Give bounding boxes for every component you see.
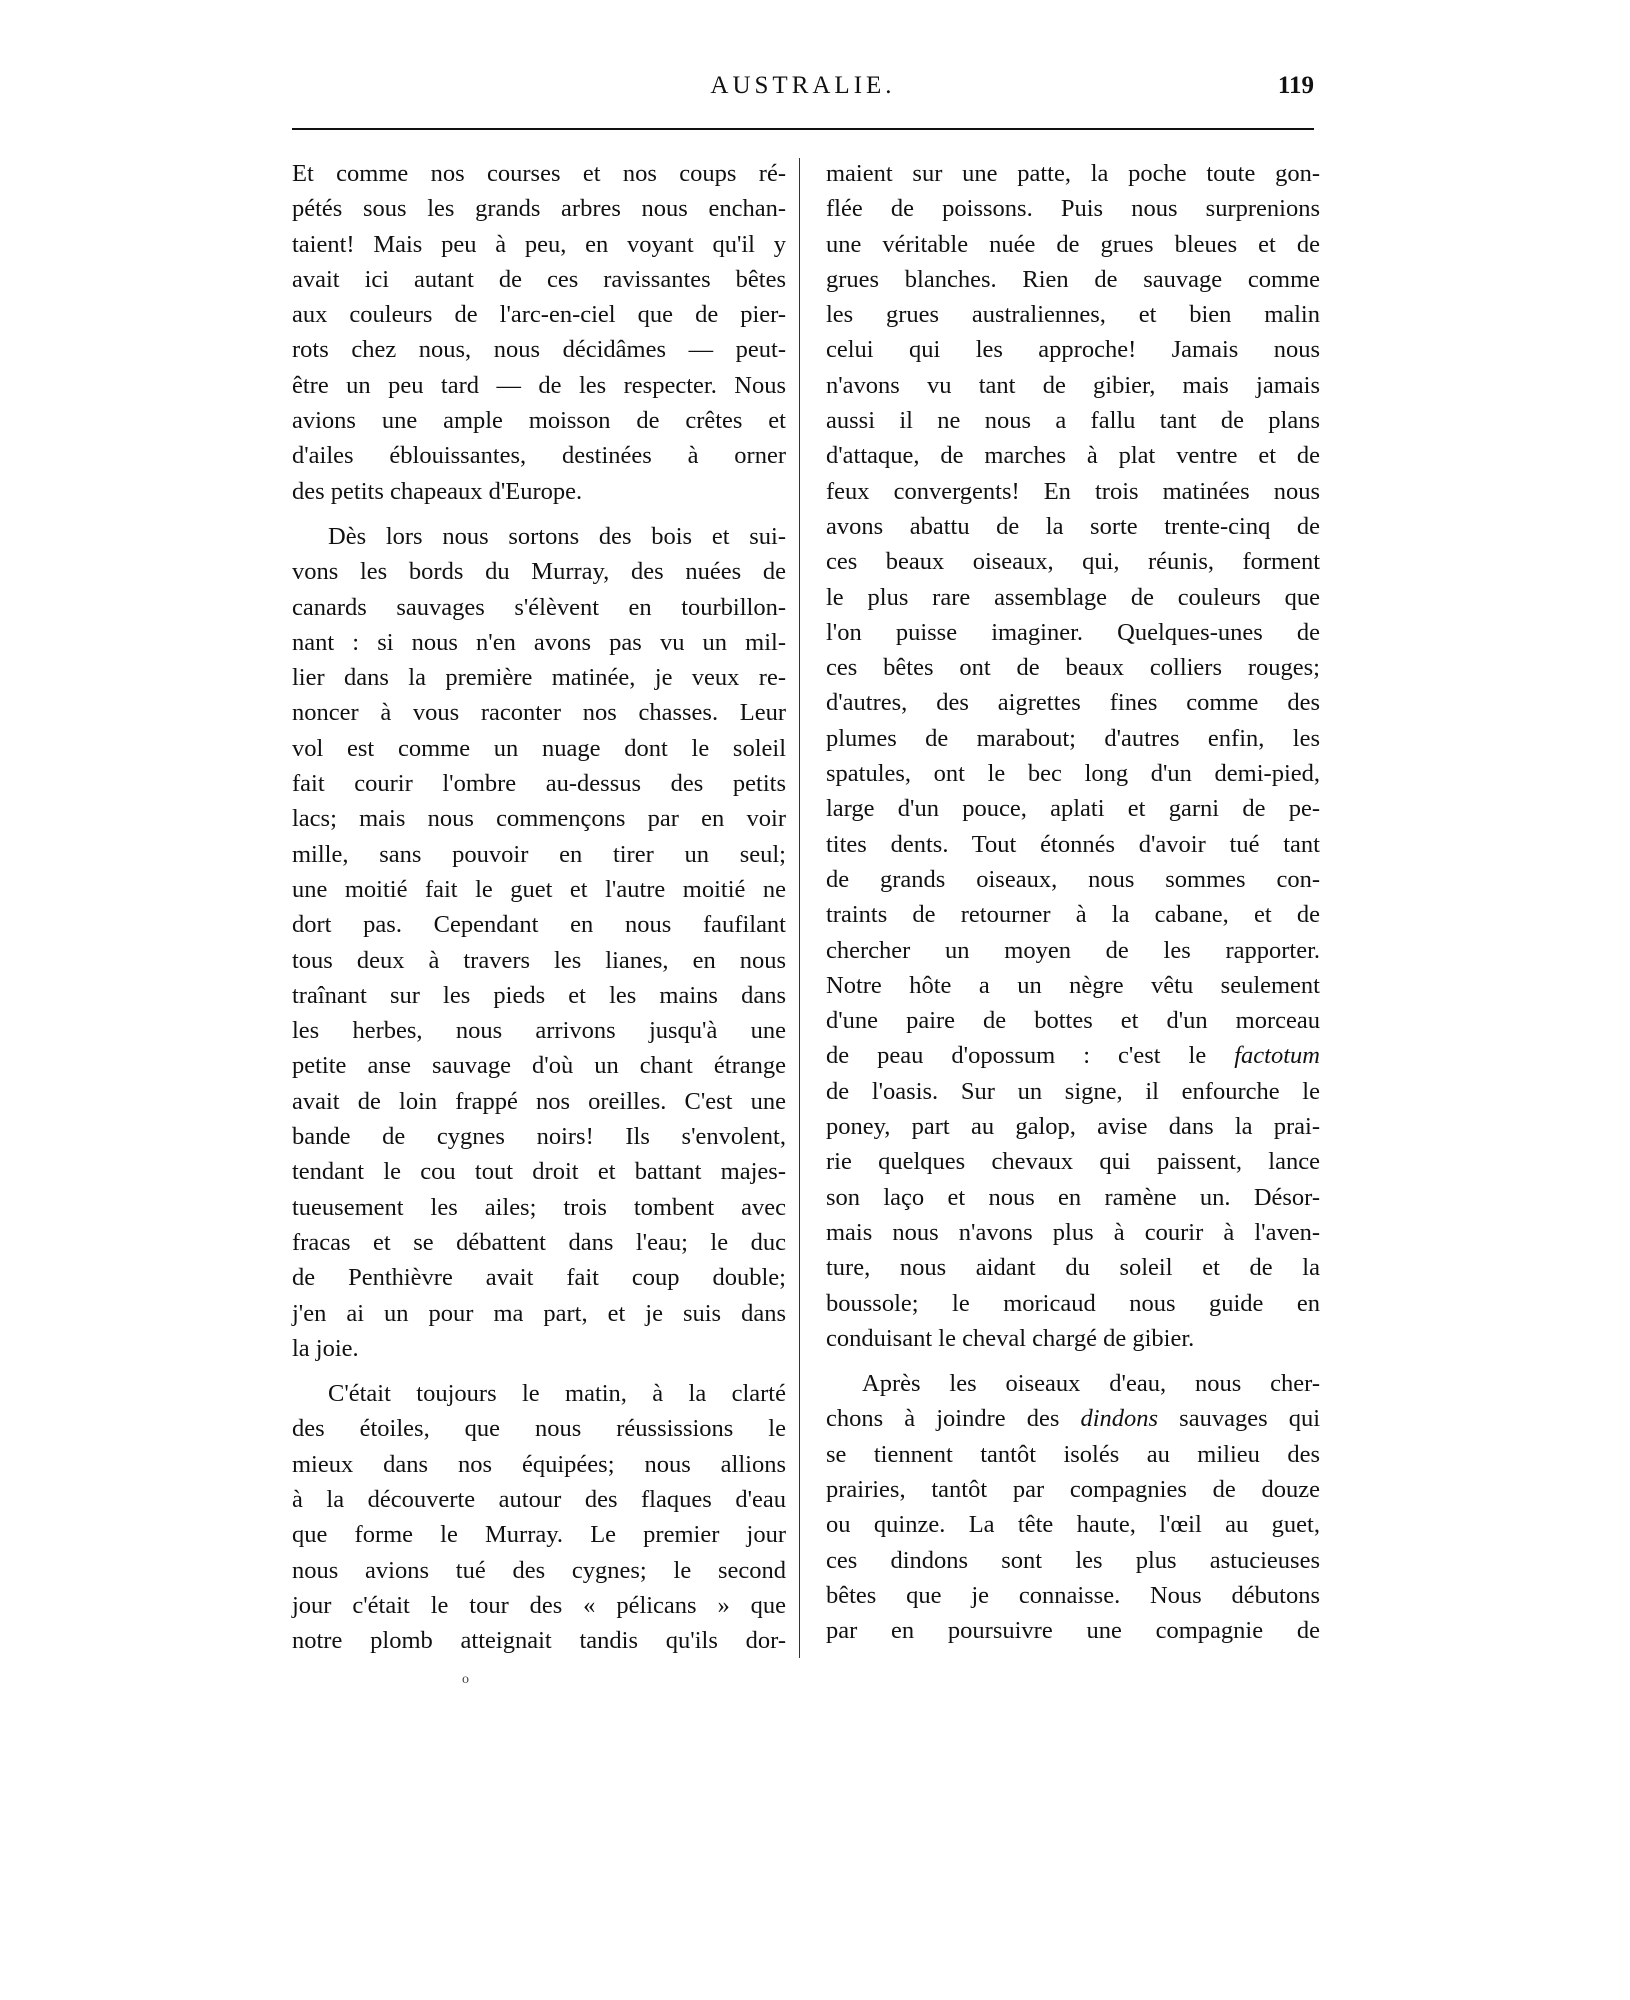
text-line: l'on puisse imaginer. Quelques-unes de xyxy=(826,618,1320,646)
text-line: feux convergents! En trois matinées nous xyxy=(826,477,1320,505)
text-line: d'une paire de bottes et d'un morceau xyxy=(826,1007,1320,1035)
text-line: mille, sans pouvoir en tirer un seul; xyxy=(292,840,786,868)
text-line: vons les bords du Murray, des nuées de xyxy=(292,558,786,586)
text-line: maient sur une patte, la poche toute gon- xyxy=(826,160,1320,187)
running-title: AUSTRALIE. xyxy=(710,72,896,99)
text-line: traînant sur les pieds et les mains dans xyxy=(292,981,786,1009)
header-rule xyxy=(292,128,1314,130)
text-line: tites dents. Tout étonnés d'avoir tué tant xyxy=(826,830,1320,858)
text-line: boussole; le moricaud nous guide en xyxy=(826,1289,1320,1317)
text-line: de l'oasis. Sur un signe, il enfourche le xyxy=(826,1077,1320,1105)
left-column xyxy=(292,156,786,1658)
text-line: bêtes que je connaisse. Nous débutons xyxy=(826,1581,1320,1609)
text-line: prairies, tantôt par compagnies de douze xyxy=(826,1475,1320,1503)
text-segment: sauvages qui xyxy=(1158,1405,1320,1433)
text-line: ces bêtes ont de beaux colliers rouges; xyxy=(826,654,1320,682)
text-line xyxy=(826,1038,1320,1073)
text-line: nant : si nous n'en avons pas vu un mil- xyxy=(292,628,786,656)
text-line: des étoiles, que nous réussissions le xyxy=(292,1415,786,1443)
text-line: de grands oiseaux, nous sommes con- xyxy=(826,865,1320,893)
text-line: noncer à vous raconter nos chasses. Leur xyxy=(292,699,786,727)
text-line: traints de retourner à la cabane, et de xyxy=(826,901,1320,929)
text-line: petite anse sauvage d'où un chant étrange xyxy=(292,1052,786,1080)
text-line: lacs; mais nous commençons par en voir xyxy=(292,805,786,833)
text-line: Après les oiseaux d'eau, nous cher- xyxy=(862,1370,1320,1398)
text-line: rie quelques chevaux qui paissent, lance xyxy=(826,1148,1320,1176)
text-line: Dès lors nous sortons des bois et sui- xyxy=(328,522,786,550)
text-line: les herbes, nous arrivons jusqu'à une xyxy=(292,1017,786,1045)
text-line: n'avons vu tant de gibier, mais jamais xyxy=(826,371,1320,399)
text-line: Notre hôte a un nègre vêtu seulement xyxy=(826,971,1320,999)
text-line: poney, part au galop, avise dans la prai- xyxy=(826,1113,1320,1141)
text-line: des petits chapeaux d'Europe. xyxy=(292,477,583,505)
text-line: vol est comme un nuage dont le soleil xyxy=(292,734,786,762)
text-line: tendant le cou tout droit et battant majes- xyxy=(292,1158,786,1186)
text-line: avait de loin frappé nos oreilles. C'est une xyxy=(292,1087,786,1115)
text-line: celui qui les approche! Jamais nous xyxy=(826,336,1320,364)
page-number: 119 xyxy=(1277,72,1314,99)
text-line: le plus rare assemblage de couleurs que xyxy=(826,583,1320,611)
text-line: à la découverte autour des flaques d'eau xyxy=(292,1485,786,1513)
text-line: d'autres, des aigrettes fines comme des xyxy=(826,689,1320,717)
text-line: nous avions tué des cygnes; le second xyxy=(292,1556,786,1584)
text-line: fracas et se débattent dans l'eau; le duc xyxy=(292,1228,786,1256)
text-line: large d'un pouce, aplati et garni de pe- xyxy=(826,795,1320,823)
column-divider xyxy=(799,158,800,1658)
text-line: avait ici autant de ces ravissantes bêtes xyxy=(292,265,786,293)
page-header xyxy=(292,72,1314,112)
text-line: avions une ample moisson de crêtes et xyxy=(292,407,786,435)
text-line: lier dans la première matinée, je veux re- xyxy=(292,664,786,692)
text-line: par en poursuivre une compagnie de xyxy=(826,1617,1320,1645)
text-line: dort pas. Cependant en nous faufilant xyxy=(292,911,786,939)
text-line: pétés sous les grands arbres nous enchan- xyxy=(292,195,786,223)
text-line: bande de cygnes noirs! Ils s'envolent, xyxy=(292,1123,786,1151)
text-line: se tiennent tantôt isolés au milieu des xyxy=(826,1440,1320,1468)
text-line: notre plomb atteignait tandis qu'ils dor- xyxy=(292,1627,786,1655)
text-line: Et comme nos courses et nos coups ré- xyxy=(292,160,786,187)
text-line: de Penthièvre avait fait coup double; xyxy=(292,1264,786,1292)
text-segment: de peau d'opossum : c'est le xyxy=(826,1042,1235,1070)
right-column xyxy=(826,156,1320,1648)
text-line: jour c'était le tour des « pélicans » que xyxy=(292,1591,786,1619)
text-line: une véritable nuée de grues bleues et de xyxy=(826,230,1320,258)
text-line: spatules, ont le bec long d'un demi-pied, xyxy=(826,760,1320,788)
text-line xyxy=(826,1401,1320,1436)
text-line: son laço et nous en ramène un. Désor- xyxy=(826,1183,1320,1211)
text-line: aussi il ne nous a fallu tant de plans xyxy=(826,407,1320,435)
text-line: rots chez nous, nous décidâmes — peut- xyxy=(292,336,786,364)
text-line: grues blanches. Rien de sauvage comme xyxy=(826,265,1320,293)
italic-word-factotum: factotum xyxy=(1234,1042,1320,1070)
text-line: ture, nous aidant du soleil et de la xyxy=(826,1254,1320,1282)
text-segment: chons à joindre des xyxy=(826,1405,1081,1433)
italic-word-dindons: dindons xyxy=(1080,1405,1159,1433)
text-line: conduisant le cheval chargé de gibier. xyxy=(826,1324,1195,1352)
text-line: avons abattu de la sorte trente-cinq de xyxy=(826,512,1320,540)
text-line: aux couleurs de l'arc-en-ciel que de pier- xyxy=(292,301,786,329)
text-line: canards sauvages s'élèvent en tourbillon- xyxy=(292,593,786,621)
text-line: une moitié fait le guet et l'autre moitié ne xyxy=(292,875,786,903)
text-line: tueusement les ailes; trois tombent avec xyxy=(292,1193,786,1221)
text-line: d'ailes éblouissantes, destinées à orner xyxy=(292,442,786,470)
text-line: d'attaque, de marches à plat ventre et de xyxy=(826,442,1320,470)
text-line: j'en ai un pour ma part, et je suis dans xyxy=(292,1299,786,1327)
text-line: chercher un moyen de les rapporter. xyxy=(826,936,1320,964)
text-line: être un peu tard — de les respecter. Nous xyxy=(292,371,786,399)
text-line: taient! Mais peu à peu, en voyant qu'il y xyxy=(292,230,786,258)
signature-mark: o xyxy=(462,1672,469,1687)
text-line: plumes de marabout; d'autres enfin, les xyxy=(826,724,1320,752)
text-line: flée de poissons. Puis nous surprenions xyxy=(826,195,1320,223)
text-line: fait courir l'ombre au-dessus des petits xyxy=(292,770,786,798)
text-line: que forme le Murray. Le premier jour xyxy=(292,1521,786,1549)
text-line: mais nous n'avons plus à courir à l'aven- xyxy=(826,1218,1320,1246)
text-line: la joie. xyxy=(292,1334,359,1362)
text-line: ces beaux oiseaux, qui, réunis, forment xyxy=(826,548,1320,576)
text-line: les grues australiennes, et bien malin xyxy=(826,301,1320,329)
text-line: mieux dans nos équipées; nous allions xyxy=(292,1450,786,1478)
text-line: C'était toujours le matin, à la clarté xyxy=(328,1380,786,1408)
text-line: ou quinze. La tête haute, l'œil au guet, xyxy=(826,1511,1320,1539)
text-line: tous deux à travers les lianes, en nous xyxy=(292,946,786,974)
text-line: ces dindons sont les plus astucieuses xyxy=(826,1546,1320,1574)
